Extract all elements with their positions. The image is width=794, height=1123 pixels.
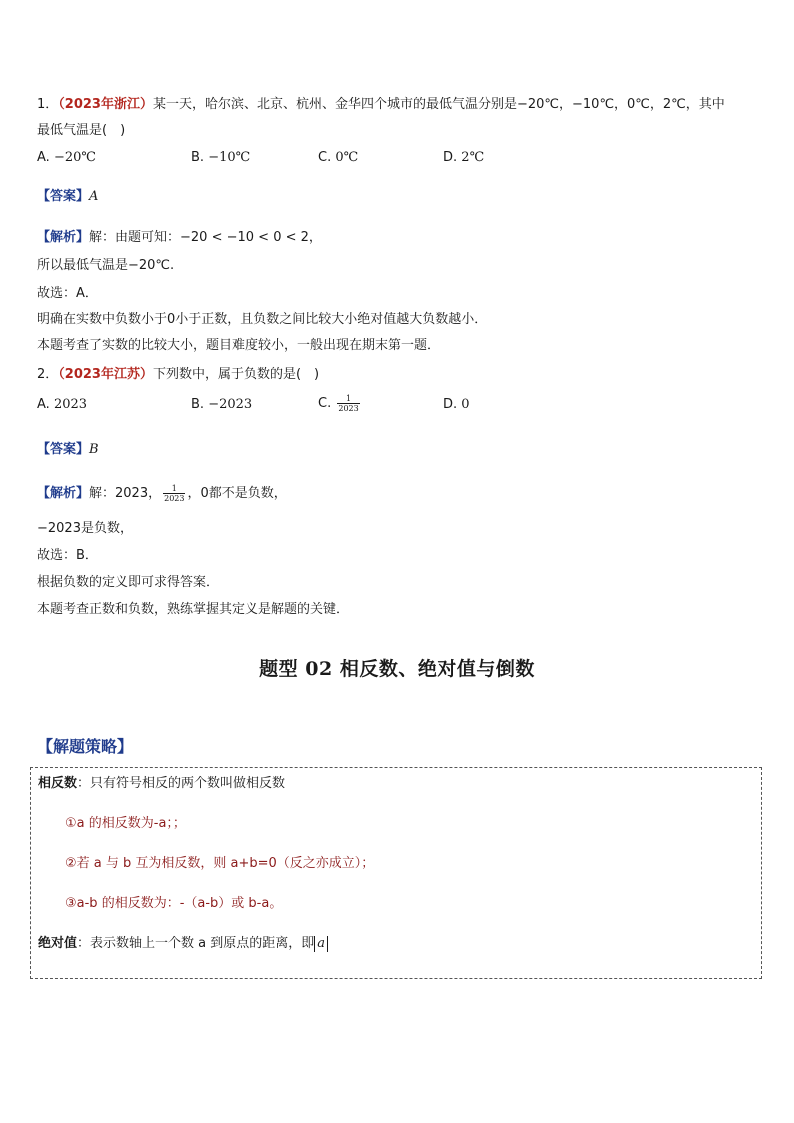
q1-source: （2023年浙江） [58, 97, 153, 112]
q1-option-b: B. −10℃ [191, 150, 251, 165]
q1-stem-line2: 最低气温是( ) [37, 123, 126, 138]
q2-option-c: C. $\frac{1}{2023}$ [318, 394, 359, 413]
opposite-term: 相反数 [38, 776, 78, 791]
strategy-heading: 【解题策略】 [37, 737, 134, 756]
q1-analysis-line4: 明确在实数中负数小于0小于正数，且负数之间比较大小绝对值越大负数越小． [37, 312, 488, 327]
q2-analysis-line3: 故选：B． [37, 548, 98, 563]
q2-stem: 2．（2023年江苏）下列数中，属于负数的是( ) [37, 367, 320, 382]
q1-option-a: A. −20℃ [37, 150, 96, 165]
abs-symbol: a [314, 936, 328, 952]
q1-analysis-line3: 故选：A． [37, 286, 98, 301]
q1-answer-tag: 【答案】 [37, 189, 90, 204]
q2-analysis-fraction: $\frac{1}{2023}$ [164, 484, 185, 503]
abs-term: 绝对值 [38, 936, 78, 951]
q2-option-b: B. −2023 [191, 397, 253, 412]
opposite-item-1: ①a 的相反数为-a；； [65, 816, 186, 831]
q1-analysis-line5: 本题考查了实数的比较大小，题目难度较小，一般出现在期末第一题． [37, 338, 441, 353]
strategy-box [30, 767, 762, 979]
absolute-value-definition: 绝对值：表示数轴上一个数 a 到原点的距离，即 a [38, 932, 328, 952]
q2-option-d: D. 0 [443, 397, 470, 412]
q2-number: 2． [37, 367, 59, 382]
q1-analysis-tag: 【解析】 [37, 230, 90, 245]
q1-analysis-line1: 【解析】解：由题可知：−20 < −10 < 0 < 2， [37, 230, 322, 245]
q2-analysis-tag: 【解析】 [37, 486, 90, 501]
q2-analysis-line5: 本题考查正数和负数，熟练掌握其定义是解题的关键． [37, 602, 350, 617]
q1-answer-value: A [89, 189, 99, 204]
q1-number: 1． [37, 97, 59, 112]
q1-option-d: D. 2℃ [443, 150, 485, 165]
section-title: 题型 02 相反数、绝对值与倒数 [259, 658, 535, 680]
q2-analysis-line1: 【解析】解：2023， $\frac{1}{2023}$ ，0都不是负数， [37, 484, 287, 503]
q2-analysis-line4: 根据负数的定义即可求得答案． [37, 575, 220, 590]
q2-answer [37, 441, 99, 459]
opposite-item-2: ②若 a 与 b 互为相反数，则 a+b=0（反之亦成立）； [65, 856, 375, 871]
opposite-item-3: ③a-b 的相反数为：-（a-b）或 b-a。 [65, 896, 283, 911]
q2-answer-value: B [89, 442, 99, 457]
q2-source: （2023年江苏） [58, 367, 153, 382]
q2-analysis-line2: −2023是负数， [37, 521, 133, 536]
q2-option-c-fraction: $\frac{1}{2023}$ [338, 394, 359, 413]
q2-option-a: A. 2023 [37, 397, 88, 412]
q1-stem: 某一天，哈尔滨、北京、杭州、金华四个城市的最低气温分别是−20℃，−10℃，0℃，2℃，其中 [152, 97, 725, 112]
opposite-definition: 相反数：只有符号相反的两个数叫做相反数 [38, 776, 286, 791]
q1-option-c: C. 0℃ [318, 150, 359, 165]
q1-answer [37, 188, 98, 206]
q1-analysis-line2: 所以最低气温是−20℃. [37, 258, 175, 273]
q1-stem-line1 [37, 96, 725, 114]
q2-answer-tag: 【答案】 [37, 442, 90, 457]
